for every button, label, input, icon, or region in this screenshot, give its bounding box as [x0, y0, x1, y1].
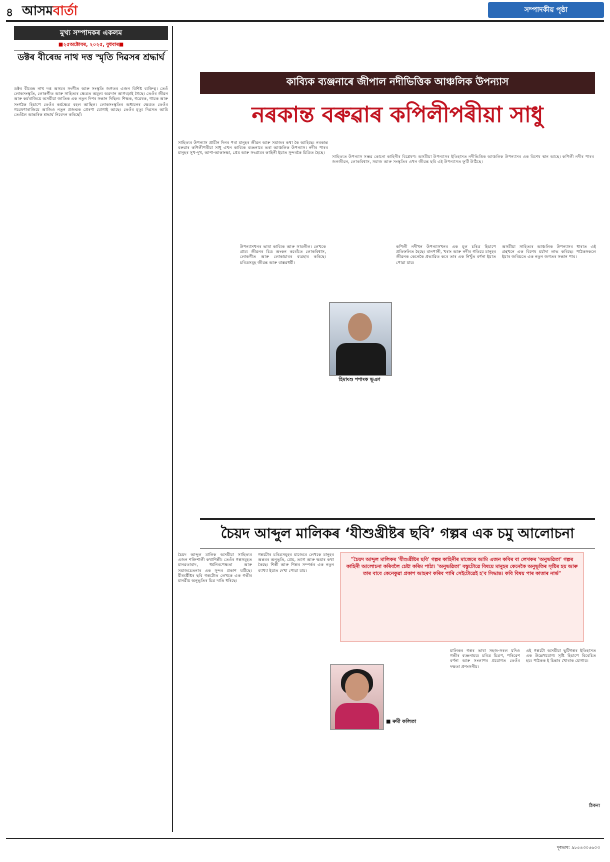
article2-text-g: মালিকৰ গল্পৰ ভাষা সহজ-সৰল যদিও গভীৰ ব্যঞ্জনাময়। চৰিত্ৰ চিত্ৰণ, পৰিৱেশ বৰ্ণনা আৰু সংলাপৰ প্ৰয়োগত তেওঁৰ দক্ষতা প্ৰশংসনীয়। [450, 648, 520, 669]
author-photo-male [329, 302, 392, 376]
article1-text-c: কপিলী নদীখন উপন্যাসখনৰ এক মূল চৰিত্ৰ হিচাপে প্ৰতিফলিত হৈছে। বানপানী, খৰাং আৰু নদীৰ গতিয়ে মানুহৰ জীৱনক কেনেকৈ প্ৰভাৱিত কৰে তাৰ এক নিখুঁত বৰ্ণনা ইয়াত পোৱা যায়। [396, 244, 496, 265]
article1-text-a: সাহিত্যৰ উপন্যাস প্ৰাচীন দিনৰ পৰা মানুহৰ জীৱন আৰু সমাজৰ কথা কৈ আহিছে। নৰকান্ত বৰুৱাৰ কপিলীপৰীয়া সাধু এখন কাব্যিক ব্যঞ্জনাৰে ভৰা আঞ্চলিক উপন্যাস। নদীৰ পাৰৰ মানুহৰ সুখ-দুখ, আশা-আকাংক্ষা, প্ৰেম আৰু সংগ্ৰামৰ কাহিনী ইয়াত সুন্দৰকৈ চিত্ৰিত হৈছে। [178, 140, 328, 156]
article1-text-d: অসমীয়া সাহিত্যৰ আঞ্চলিক উপন্যাসৰ ধাৰাত এই গ্ৰন্থখনে এক বিশেষ মৰ্যাদা লাভ কৰিছে। পাঠকসকলে ইয়াৰ জৰিয়তে এক নতুন জগতৰ সন্ধান পাব। [502, 244, 596, 260]
article1-col-c [396, 244, 496, 510]
editor-column-body [14, 86, 168, 826]
page-number: ৪ [6, 6, 14, 19]
article2-text-f: গল্পটোৰ চৰিত্ৰসমূহৰ মাজেৰে লেখকে মানুহৰ অন্তৰৰ অনুভূতি, প্ৰেম, ত্যাগ আৰু ক্ষমাৰ কথা কৈছে। শিল্পী আৰু শিল্পৰ সম্পৰ্কৰ এক নতুন ব্যাখ্যা ইয়াত দেখা পোৱা যায়। [258, 552, 334, 573]
logo-part-2: বার্তা [52, 4, 78, 19]
article2-text-h: এই গল্পটো অসমীয়া ছুটিগল্পৰ ইতিহাসত এক উল্লেখযোগ্য সৃষ্টি হিচাপে বিবেচিত হয়। পাঠকক ই চিন্তাৰ খোৰাক যোগায়। [526, 648, 596, 664]
article2-headline: চৈয়দ আব্দুল মালিকৰ ‘যীশুখ্ৰীষ্টৰ ছবি’ গল্পৰ এক চমু আলোচনা [200, 518, 595, 549]
article2-col-g [450, 648, 520, 832]
article2-byline: ঠিকনা [588, 804, 600, 809]
footer-rule [6, 838, 604, 839]
article2-col-f [258, 552, 334, 832]
pull-quote-box: "চৈয়দ আব্দুল মালিকৰ 'যীশুখ্ৰীষ্টৰ ছবি' গল্পৰ কাহিনীৰ মাজেৰে আমি এজন কবিৰ বা লেখকৰ 'অনুভৱিতা' গল্পৰ কাহিনী আলোচনা কৰিবলৈ চেষ্টা কৰিম পাঠা। 'অনুভৱিতা' বস্তুটোৱে বিষয়ে মানুহৰ কেনেকৈ অনুভূতিৰ সৃষ্টিৰ হয় আৰু তাৰ বাবে কেনেকুৱা প্ৰকাশ আহৰণ কৰিব পাৰি সেইটোৱেই হ'ব সিদ্ধান্ত। কবি বিষয় পাৰ কাতাৰ নাৰ্ভ" [340, 552, 584, 642]
article2-col-e [178, 552, 252, 832]
editor-column-text: ডক্টৰ বীৰেন্দ্ৰ নাথ দত্ত অসমৰ সংগীত আৰু সংস্কৃতি জগতৰ এজন বিশিষ্ট ব্যক্তিত্ব। তেওঁ লোকসংস্কৃতি, লোকগীত আৰু সাহিত্যৰ ক্ষেত্ৰত অমূল্য অৱদান আগবঢ়াই গৈছে। তেওঁৰ জীৱন আৰু কৰ্মৰাজিয়ে অসমীয়া জাতিক এক নতুন দিশৰ সন্ধান দিছিল। শিক্ষক, গৱেষক, গায়ক আৰু সংগঠক হিচাপে তেওঁৰ কৰ্মক্ষেত্ৰ বহল আছিল। লোকসংস্কৃতিৰ অধ্যয়নৰ ক্ষেত্ৰত তেওঁৰ গৱেষণাৰাজিয়ে আজিও নতুন প্ৰজন্মক প্ৰেৰণা যোগাই আছে। তেওঁৰ মৃত্যু দিৱসত আমি তেওঁলৈ আন্তৰিক শ্ৰদ্ধাৰ্ঘ নিবেদন কৰিছোঁ। [14, 86, 168, 118]
editor-column-header: মুখ্য সম্পাদকৰ একলম [14, 26, 168, 40]
article2-author: ■ ৰুমী কলিতা [386, 719, 417, 725]
logo-part-1: আসম [22, 4, 53, 19]
author-photo-caption: হিমাংশু শশাংক ভূঞা [338, 377, 381, 383]
article2-phone: দূৰভাষ: ৯৮৫৪৩০৫৬০৩ [556, 846, 600, 851]
section-tag: সম্পাদকীয় পৃষ্ঠা [488, 2, 604, 18]
header-rule [6, 20, 604, 22]
article1-col-d [502, 244, 596, 510]
article1-col-b [240, 244, 326, 510]
article2-text-e: চৈয়দ আব্দুল মালিক অসমীয়া সাহিত্যৰ এজন শক্তিশালী কথাশিল্পী। তেওঁৰ গল্পসমূহত মানৱতাবাদ, ধৰ্মনিৰপেক্ষতা আৰু সমাজচেতনাৰ এক সুন্দৰ প্ৰকাশ ঘটিছে। যীশুখ্ৰীষ্টৰ ছবি গল্পটোত লেখকে এক গভীৰ মানৱীয় অনুভূতিৰ চিত্ৰ দাঙি ধৰিছে। [178, 552, 252, 584]
article1-banner: কাব্যিক ব্যঞ্জনাৰে জীপাল নদীভিত্তিক আঞ্চলিক উপন্যাস [200, 72, 595, 94]
article1-headline: নৰকান্ত বৰুৱাৰ কপিলীপৰীয়া সাধু [251, 103, 544, 128]
editor-column-title: ডক্টৰ বীৰেন্দ্ৰ নাথ দত্ত স্মৃতি দিৱসৰ শ্ৰদ্ধাৰ্ঘ [17, 53, 165, 63]
column-divider [172, 26, 173, 832]
article1-intro: সাহিত্যত উপন্যাস সম্ভৱ কোনো কাহিনীৰ বিশ্লেষণ। অসমীয়া উপন্যাসৰ ইতিহাসত নদীভিত্তিক আঞ্চলিক উপন্যাসৰ এক বিশেষ স্থান আছে। কপিলী নদীৰ পাৰৰ জনজীৱন, লোকবিশ্বাস, সমাজ আৰু সংস্কৃতিৰ এখন জীৱন্ত ছবি এই উপন্যাসত ফুটি উঠিছে। [332, 154, 594, 165]
article1-text-b: উপন্যাসখনৰ ভাষা কাব্যিক আৰু সাবলীল। লেখকে গ্ৰাম্য জীৱনৰ চিত্ৰ অংকন কৰোঁতে লোকবিশ্বাস, লোকগীত আৰু লোকাচাৰৰ ব্যৱহাৰ কৰিছে। চৰিত্ৰসমূহ জীৱন্ত আৰু বাস্তৱধৰ্মী। [240, 244, 326, 265]
editor-column-date: ■২৫অক্টোবৰ, ২০২৫, বুধবাৰ■ [14, 42, 168, 51]
article2-col-h [526, 648, 596, 798]
author-photo-female [330, 664, 384, 730]
newspaper-logo [22, 2, 86, 18]
